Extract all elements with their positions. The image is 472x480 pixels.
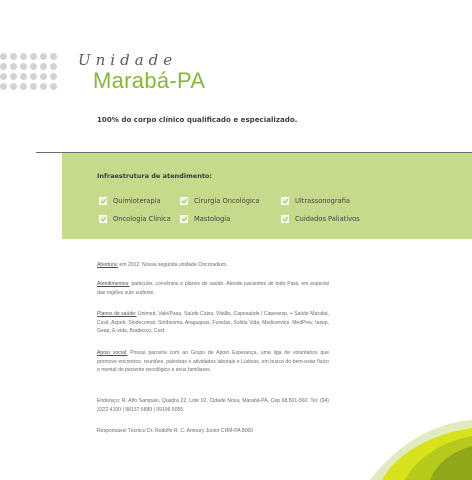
checkbox-icon [180, 215, 188, 223]
opening-text: em 2012. Nossa segunda unidade Oncoradium. [117, 262, 228, 268]
social-label: Apoio social: [97, 350, 128, 356]
tagline: 100% do corpo clínico qualificado e especializado. [97, 115, 298, 124]
infra-item [180, 215, 230, 223]
infra-item [281, 215, 360, 223]
social-text: Possui parceria com ao Grupo de Apoio Esperança, uma liga de voluntários que promove encontros, reuniões, palestras e atividades laborais e Lúdicas, em busca do bem-estar físico e mental do paciente oncológico e seus familiares. [97, 350, 329, 374]
dot-pattern [0, 53, 62, 97]
infra-item-label: Cuidados Paliativos [295, 215, 360, 223]
page-title: Marabá-PA [93, 68, 206, 93]
infrastructure-title: Infraestrutura de atendimento: [97, 172, 212, 180]
infra-item [99, 215, 171, 223]
decorative-swoosh [290, 400, 472, 480]
checkbox-icon [99, 197, 107, 205]
infrastructure-band [62, 153, 472, 239]
infra-item-label: Quimioterapia [113, 197, 161, 205]
address-paragraph: Endereço: R. Alfo Sampaio, Quadra 22, Lote 02, Cidade Nova, Marabá-PA, Cep 68.501-560. Tel: (94) 3322 4100 | 98137 5889 | 99196 5055 [97, 398, 329, 413]
service-text: particular, convênios e planos de saúde. Atende pacientes de todo Pará, em especial das regiões sule sudeste. [97, 281, 329, 296]
opening-paragraph [97, 261, 329, 270]
infra-item-label: Ultrassonografia [295, 197, 351, 205]
infra-item-label: Oncologia Clínica [113, 215, 171, 223]
checkbox-icon [99, 215, 107, 223]
plans-label: Planos de saúde: [97, 311, 137, 317]
infra-item-label: Mastologia [194, 215, 231, 223]
responsible-paragraph: Responsável Técnico Dr. Rodolfo R. C. Amoury Junior CRM-PA 8060 [97, 428, 254, 434]
infra-item [281, 197, 350, 205]
plans-text: Unimed, Vale/Pasa, Saúde Caixa, Vitallis, Capesaúde / Capesesp, + Saúde Marabá, Cssit, Aspeb, Sindecomar, Sinthesma, Araguapax, Funelax, Solida Vida, Mediservice, MedPrev, Iasep, Geap, E-vida, Bradesco, Cssf. [97, 311, 329, 335]
checkbox-icon [281, 215, 289, 223]
service-paragraph [97, 280, 329, 297]
infra-item [180, 197, 260, 205]
service-label: Atendimentos: [97, 281, 130, 287]
checkbox-icon [281, 197, 289, 205]
social-paragraph [97, 349, 329, 375]
infra-item-label: Cirurgia Oncológica [194, 197, 260, 205]
checkbox-icon [180, 197, 188, 205]
plans-paragraph [97, 310, 329, 336]
opening-label: Abertura: [97, 262, 118, 268]
unit-kicker: Unidade [78, 51, 178, 69]
infra-item [99, 197, 161, 205]
